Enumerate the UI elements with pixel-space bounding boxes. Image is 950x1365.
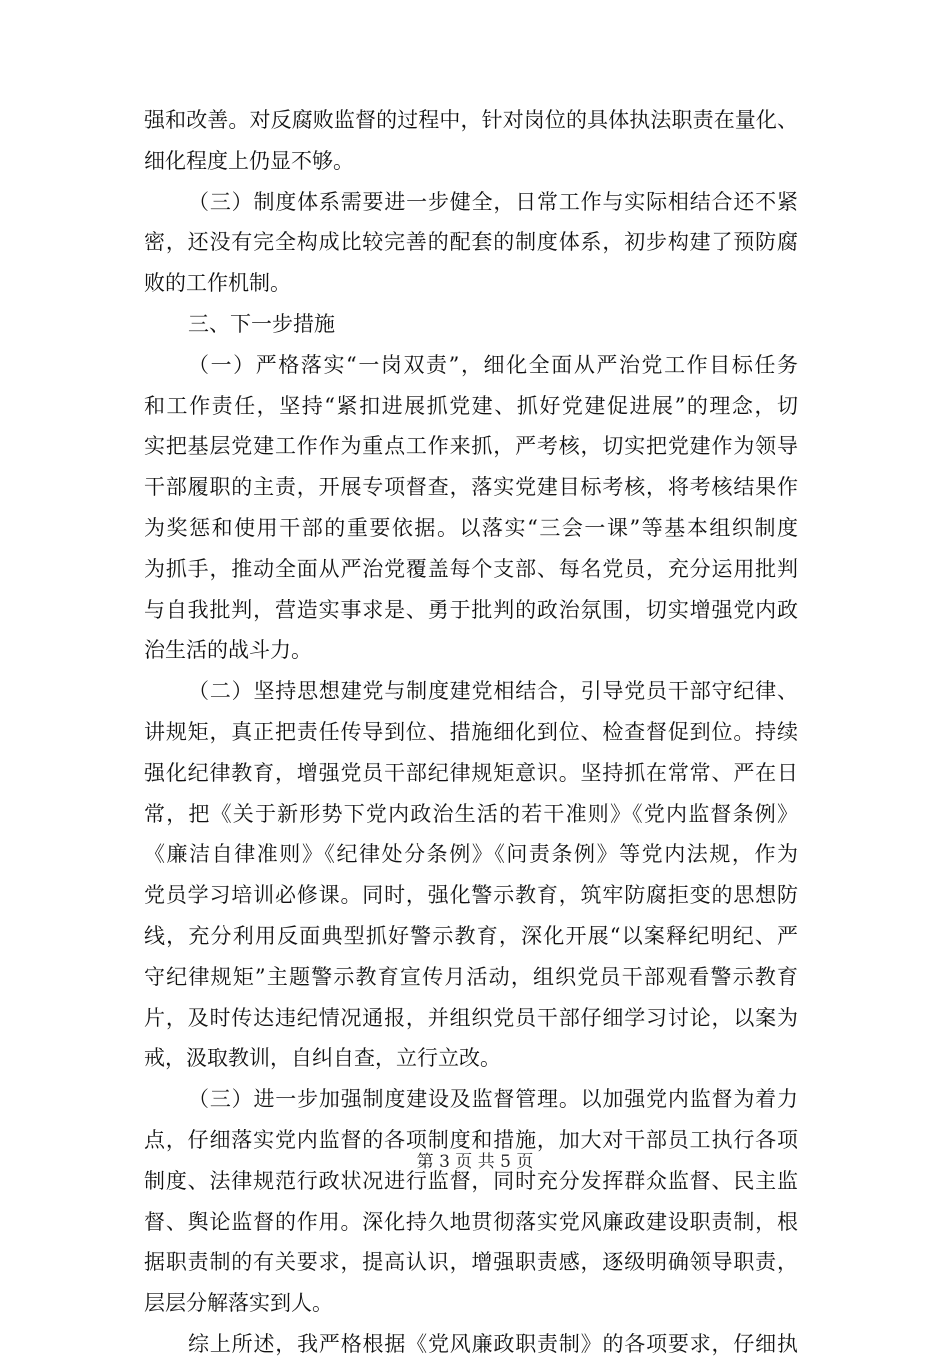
text-line: 戒，汲取教训，自纠自查，立行立改。 (144, 1046, 501, 1071)
text-line: 常，把《关于新形势下党内政治生活的若干准则》《党内监督条例》 (144, 801, 798, 826)
text-line: 制度、法律规范行政状况进行监督，同时充分发挥群众监督、民主监 (144, 1168, 798, 1193)
paragraph (144, 345, 798, 671)
text-line: 三、下一步措施 (188, 311, 335, 336)
text-line: 守纪律规矩”主题警示教育宣传月活动，组织党员干部观看警示教育 (144, 964, 798, 989)
paragraph (144, 100, 798, 182)
document-body (144, 100, 798, 1365)
text-line: 讲规矩，真正把责任传导到位、措施细化到位、检查督促到位。持续 (144, 719, 798, 744)
section-heading (144, 304, 798, 345)
text-line: 督、舆论监督的作用。深化持久地贯彻落实党风廉政建设职责制，根 (144, 1209, 798, 1234)
text-line: 实把基层党建工作作为重点工作来抓，严考核，切实把党建作为领导 (144, 434, 798, 459)
text-line: 治生活的战斗力。 (144, 638, 312, 663)
paragraph (144, 1079, 798, 1324)
text-line: （二）坚持思想建党与制度建党相结合，引导党员干部守纪律、 (188, 679, 798, 704)
text-line: 线，充分利用反面典型抓好警示教育，深化开展“以案释纪明纪、严 (144, 923, 798, 948)
text-line: 败的工作机制。 (144, 271, 291, 296)
text-line: 据职责制的有关要求，提高认识，增强职责感，逐级明确领导职责， (144, 1250, 798, 1275)
text-line: （三）制度体系需要进一步健全，日常工作与实际相结合还不紧 (188, 189, 798, 214)
text-line: （三）进一步加强制度建设及监督管理。以加强党内监督为着力 (188, 1087, 798, 1112)
paragraph (144, 182, 798, 304)
text-line: 片，及时传达违纪情况通报，并组织党员干部仔细学习讨论，以案为 (144, 1005, 798, 1030)
page-number: 第 3 页 共 5 页 (416, 1152, 534, 1172)
text-line: 强化纪律教育，增强党员干部纪律规矩意识。坚持抓在常常、严在日 (144, 760, 798, 785)
text-line: 细化程度上仍显不够。 (144, 148, 354, 173)
text-line: （一）严格落实“一岗双责”，细化全面从严治党工作目标任务 (188, 352, 798, 377)
text-line: 点，仔细落实党内监督的各项制度和措施，加大对干部员工执行各项 (144, 1127, 798, 1152)
paragraph (144, 671, 798, 1079)
text-line: 强和改善。对反腐败监督的过程中，针对岗位的具体执法职责在量化、 (144, 108, 798, 132)
text-line: 党员学习培训必修课。同时，强化警示教育，筑牢防腐拒变的思想防 (144, 883, 798, 908)
text-line: 综上所述，我严格根据《党风廉政职责制》的各项要求，仔细执 (188, 1331, 798, 1356)
text-line: 为抓手，推动全面从严治党覆盖每个支部、每名党员，充分运用批判 (144, 556, 798, 581)
text-line: 干部履职的主责，开展专项督查，落实党建目标考核，将考核结果作 (144, 475, 798, 500)
text-line: 层层分解落实到人。 (144, 1291, 333, 1316)
text-line: 密，还没有完全构成比较完善的配套的制度体系，初步构建了预防腐 (144, 230, 798, 255)
text-line: 与自我批判，营造实事求是、勇于批判的政治氛围，切实增强党内政 (144, 597, 798, 622)
text-line: 和工作责任，坚持“紧扣进展抓党建、抓好党建促进展”的理念，切 (144, 393, 798, 418)
paragraph (144, 1324, 798, 1365)
text-line: 《廉洁自律准则》《纪律处分条例》《问责条例》等党内法规，作为 (144, 842, 798, 867)
text-line: 为奖惩和使用干部的重要依据。以落实“三会一课”等基本组织制度 (144, 515, 798, 540)
